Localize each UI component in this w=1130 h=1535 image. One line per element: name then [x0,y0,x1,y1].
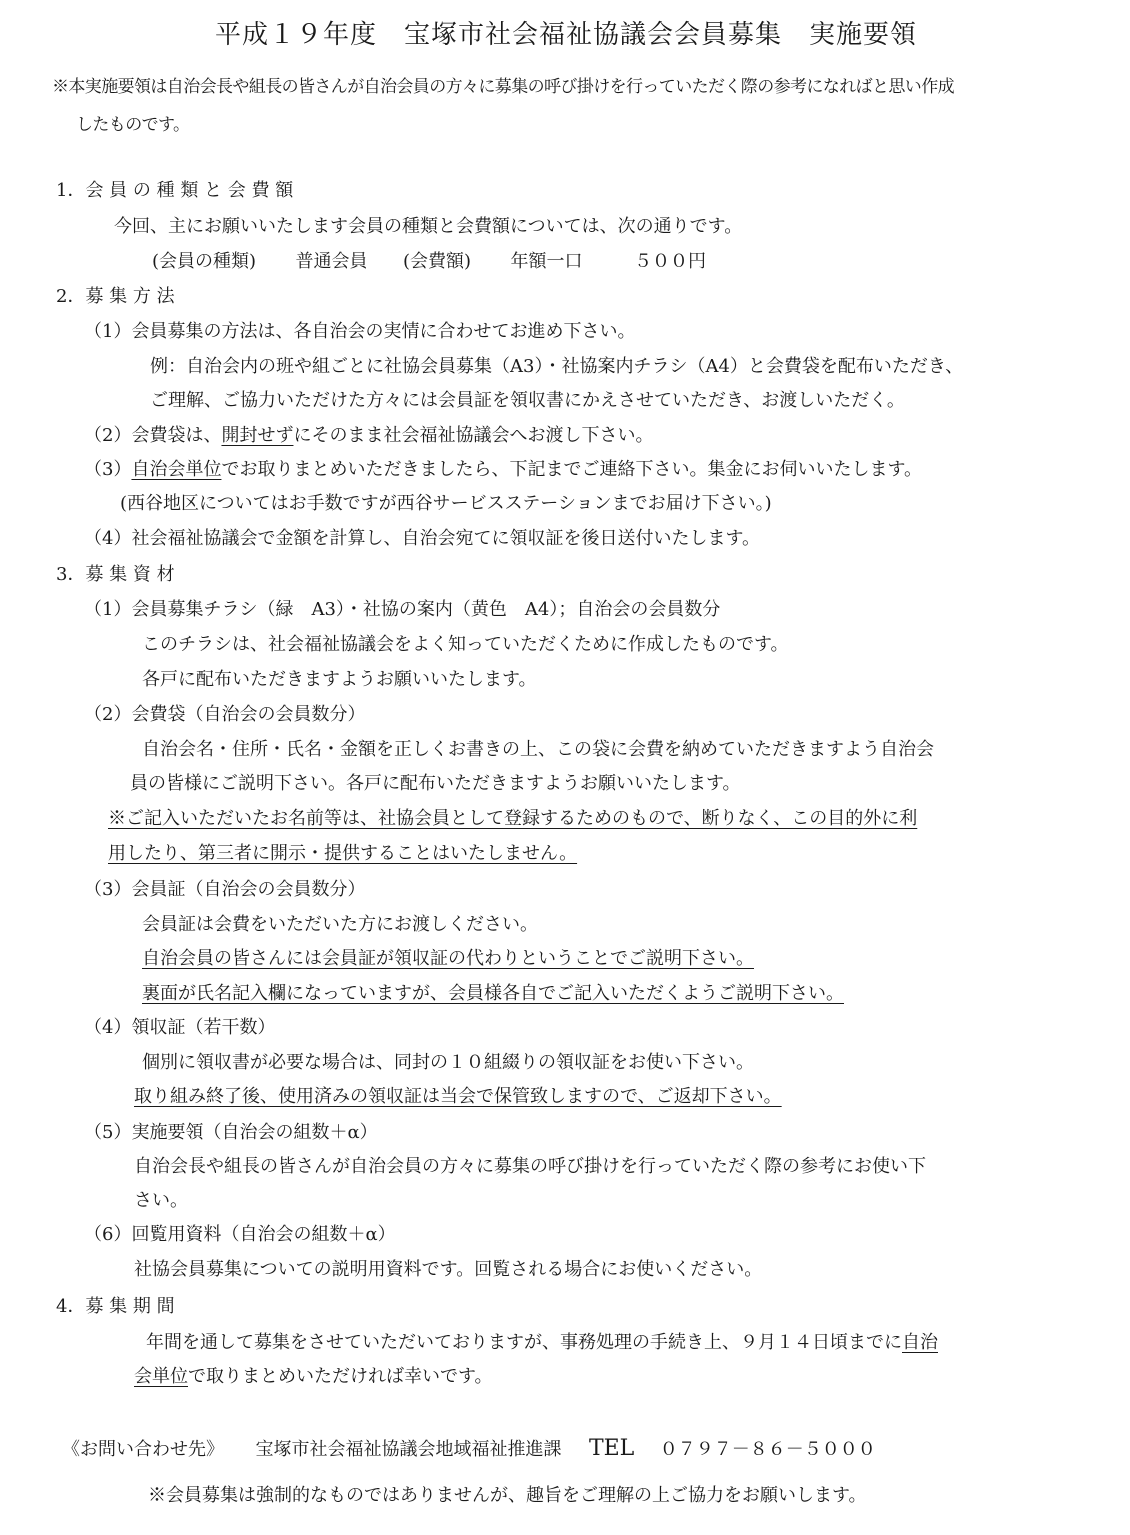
material-item-6: （6）回覧用資料（自治会の組数＋α） [84,1224,396,1245]
underlined-text: 自治 [902,1332,938,1353]
fee-unit: 年額一口 [510,251,583,272]
material-item-6-line-1: 社協会員募集についての説明用資料です。回覧される場合にお使いください。 [134,1259,763,1280]
material-item-5-line-2: さい。 [134,1190,188,1211]
method-item-2 [84,423,653,449]
section-heading: 3．募 集 資 材 [56,564,175,585]
material-item-3-line-2: 自治会員の皆さんには会員証が領収証の代わりということでご説明下さい。 [142,948,754,969]
material-item-2-line-2: 員の皆様にご説明下さい。各戸に配布いただきますようお願いいたします。 [130,773,741,794]
text: にそのまま社会福祉協議会へお渡し下さい。 [293,425,654,446]
period-line-2 [134,1364,493,1390]
material-item-2-line-1: 自治会名・住所・氏名・金額を正しくお書きの上、この袋に会費を納めていただきますよう自治会 [142,739,934,760]
privacy-note-line-2: 用したり、第三者に開示・提供することはいたしません。 [108,843,578,864]
text: （3） [84,459,132,480]
intro-line-1: ※本実施要領は自治会長や組長の皆さんが自治会員の方々に募集の呼び掛けを行っていただく際の参考になればと思い作成 [52,77,954,97]
material-item-4-line-1: 個別に領収書が必要な場合は、同封の１０組綴りの領収証をお使い下さい。 [142,1052,754,1073]
section-heading: 4．募 集 期 間 [56,1296,175,1317]
method-item-1: （1）会員募集の方法は、各自治会の実情に合わせてお進め下さい。 [84,321,636,342]
method-example-1: 例：自治会内の班や組ごとに社協会員募集（A3）・社協案内チラシ（A4）と会費袋を配布いただき、 [150,356,964,377]
method-item-3-note: (西谷地区についてはお手数ですが西谷サービスステーションまでお届け下さい。) [120,493,772,514]
underlined-text: 開封せず [221,425,294,446]
text: でお取りまとめいただきましたら、下記までご連絡下さい。集金にお伺いいたします。 [221,459,923,480]
tel-number: ０７９７－８６－５０００ [659,1439,876,1460]
section-heading: 2．募 集 方 法 [56,286,175,307]
tel-label: TEL [588,1436,635,1461]
method-example-2: ご理解、ご協力いただけた方々には会員証を領収書にかえさせていただき、お渡しいただく。 [150,390,905,411]
period-line-1 [146,1330,938,1356]
underlined-text: 会単位 [134,1366,188,1387]
material-item-2: （2）会費袋（自治会の会員数分） [84,704,366,725]
material-item-5: （5）実施要領（自治会の組数＋α） [84,1122,378,1143]
intro-line-2: したものです。 [76,115,190,135]
method-item-4: （4）社会福祉協議会で金額を計算し、自治会宛てに領収証を後日送付いたします。 [84,528,761,549]
member-type-label: (会員の種類) [152,251,257,272]
material-item-5-line-1: 自治会長や組長の皆さんが自治会員の方々に募集の呼び掛けを行っていただく際の参考にお使い下 [134,1156,926,1177]
text: （2）会費袋は、 [84,425,222,446]
privacy-note-line-1: ※ご記入いただいたお名前等は、社協会員として登録するためのもので、断りなく、この目的外に利 [108,808,918,829]
material-item-1-line-2: 各戸に配布いただきますようお願いいたします。 [142,669,537,690]
section-heading: 1．会 員 の 種 類 と 会 費 額 [56,180,294,201]
material-item-3: （3）会員証（自治会の会員数分） [84,879,366,900]
material-item-4: （4）領収証（若干数） [84,1017,276,1038]
contact-line [62,1436,876,1463]
material-item-3-line-3: 裏面が氏名記入欄になっていますが、会員様各自でご記入いただくようご説明下さい。 [142,983,844,1004]
member-type-value: 普通会員 [295,251,368,272]
material-item-3-line-1: 会員証は会費をいただいた方にお渡しください。 [142,914,538,935]
section-text: 今回、主にお願いいたします会員の種類と会費額については、次の通りです。 [114,216,743,237]
text: 年間を通して募集をさせていただいておりますが、事務処理の手続き上、９月１４日頃までに [146,1332,902,1353]
fee-row [152,249,706,275]
material-item-4-line-2: 取り組み終了後、使用済みの領収証は当会で保管致しますので、ご返却下さい。 [134,1086,782,1107]
fee-label: (会費額) [402,251,472,272]
method-item-3 [84,457,922,483]
contact-organization: 宝塚市社会福祉協議会地域福祉推進課 [255,1439,562,1460]
contact-label: 《お問い合わせ先》 [62,1439,224,1460]
fee-value: ５００円 [633,251,706,272]
material-item-1: （1）会員募集チラシ（緑 A3）・社協の案内（黄色 A4）；自治会の会員数分 [84,599,721,620]
underlined-text: 自治会単位 [131,459,222,480]
page-title: 平成１９年度 宝塚市社会福祉協議会会員募集 実施要領 [215,20,918,50]
footer-note: ※会員募集は強制的なものではありませんが、趣旨をご理解の上ご協力をお願いします。 [148,1485,867,1506]
material-item-1-line-1: このチラシは、社会福祉協議会をよく知っていただくために作成したものです。 [142,634,789,655]
text: で取りまとめいただければ幸いです。 [188,1366,493,1387]
